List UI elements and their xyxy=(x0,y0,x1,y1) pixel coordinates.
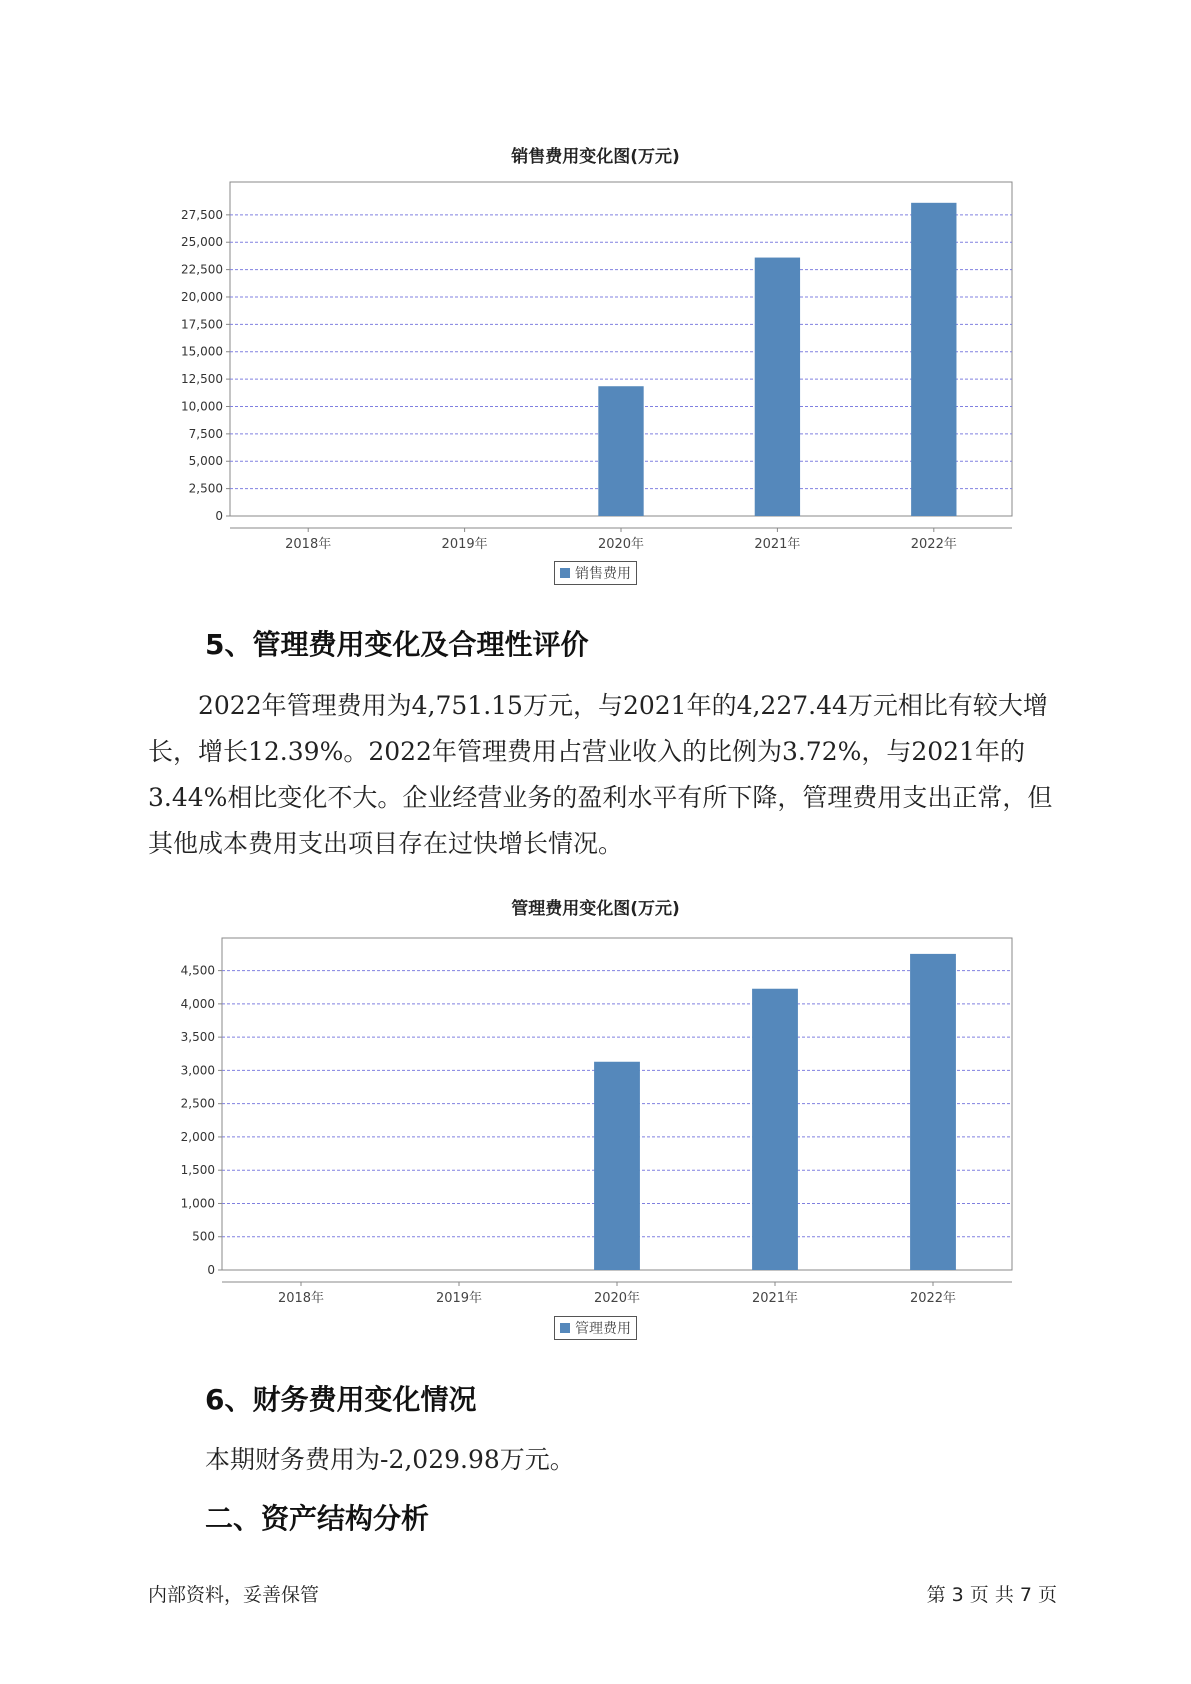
chart2-ytick-label: 1,000 xyxy=(180,1196,215,1211)
chart2-legend-swatch xyxy=(560,1323,570,1333)
chart1-xtick-label: 2020年 xyxy=(597,537,645,552)
chart2-xtick-label: 2020年 xyxy=(593,1291,641,1306)
section6-heading: 6、财务费用变化情况 xyxy=(205,1383,477,1416)
chart1-xtick-label: 2021年 xyxy=(754,537,801,552)
chart2-ytick-label: 500 xyxy=(192,1229,215,1244)
chart2-ytick-label: 2,500 xyxy=(180,1096,215,1111)
chart1-ytick-label: 10,000 xyxy=(181,399,223,414)
chart1-ytick-label: 20,000 xyxy=(181,289,223,304)
chart2-xtick-label: 2022年 xyxy=(909,1291,957,1306)
chart2-ytick-label: 3,000 xyxy=(180,1063,215,1078)
chart1-ytick-label: 17,500 xyxy=(181,317,223,332)
chart2-ytick-label: 3,500 xyxy=(180,1030,215,1045)
footer-page-number: 第 3 页 共 7 页 xyxy=(926,1584,1057,1606)
chart2-ytick-label: 4,000 xyxy=(180,996,215,1011)
chart2-bar-2022年 xyxy=(910,954,956,1270)
chart2-ytick-label: 0 xyxy=(207,1263,215,1277)
chart1-ytick-label: 27,500 xyxy=(181,207,223,222)
chart2-xtick-label: 2021年 xyxy=(751,1291,799,1306)
section6-paragraph: 本期财务费用为-2,029.98万元。 xyxy=(205,1445,575,1474)
chart1-ytick-label: 22,500 xyxy=(181,262,223,277)
chart1-ytick-label: 0 xyxy=(215,509,223,523)
chart1-ytick-label: 5,000 xyxy=(188,454,223,469)
chart1-ytick-label: 2,500 xyxy=(188,481,223,496)
footer-left: 内部资料，妥善保管 xyxy=(148,1584,320,1606)
chart2-bar-2020年 xyxy=(594,1062,640,1270)
section2-heading: 二、资产结构分析 xyxy=(205,1502,430,1535)
chart1-xtick-label: 2018年 xyxy=(285,537,332,552)
chart2-ytick-label: 4,500 xyxy=(180,963,215,978)
chart2-xtick-label: 2019年 xyxy=(435,1291,483,1306)
chart2-title: 管理费用变化图(万元) xyxy=(511,899,680,919)
chart1-ytick-label: 12,500 xyxy=(181,372,223,387)
section5-paragraph: 2022年管理费用为4,751.15万元，与2021年的4,227.44万元相比有较大增长，增长12.39%。2022年管理费用占营业收入的比例为3.72%，与2021年的3.44%相比变化不大。企业经营业务的盈利水平有所下降，管理费用支出正常，但其他成本费用支出项目存在过快增长情况。 xyxy=(148,691,1053,858)
chart1-ytick-label: 15,000 xyxy=(181,344,223,359)
chart2-ytick-label: 2,000 xyxy=(180,1129,215,1144)
chart1-legend-label: 销售费用 xyxy=(575,566,631,582)
chart1-title: 销售费用变化图(万元) xyxy=(511,147,680,167)
chart2-legend xyxy=(554,1316,637,1340)
section5-heading: 5、管理费用变化及合理性评价 xyxy=(205,628,589,661)
chart1-ytick-label: 25,000 xyxy=(181,235,223,250)
chart2-ytick-label: 1,500 xyxy=(180,1163,215,1178)
chart2-xtick-label: 2018年 xyxy=(277,1291,325,1306)
chart1-xtick-label: 2022年 xyxy=(910,537,957,552)
chart2-legend-label: 管理费用 xyxy=(575,1321,631,1337)
chart2-bar-2021年 xyxy=(752,989,798,1270)
chart1-ytick-label: 7,500 xyxy=(188,426,223,441)
chart1-xtick-label: 2019年 xyxy=(441,537,488,552)
